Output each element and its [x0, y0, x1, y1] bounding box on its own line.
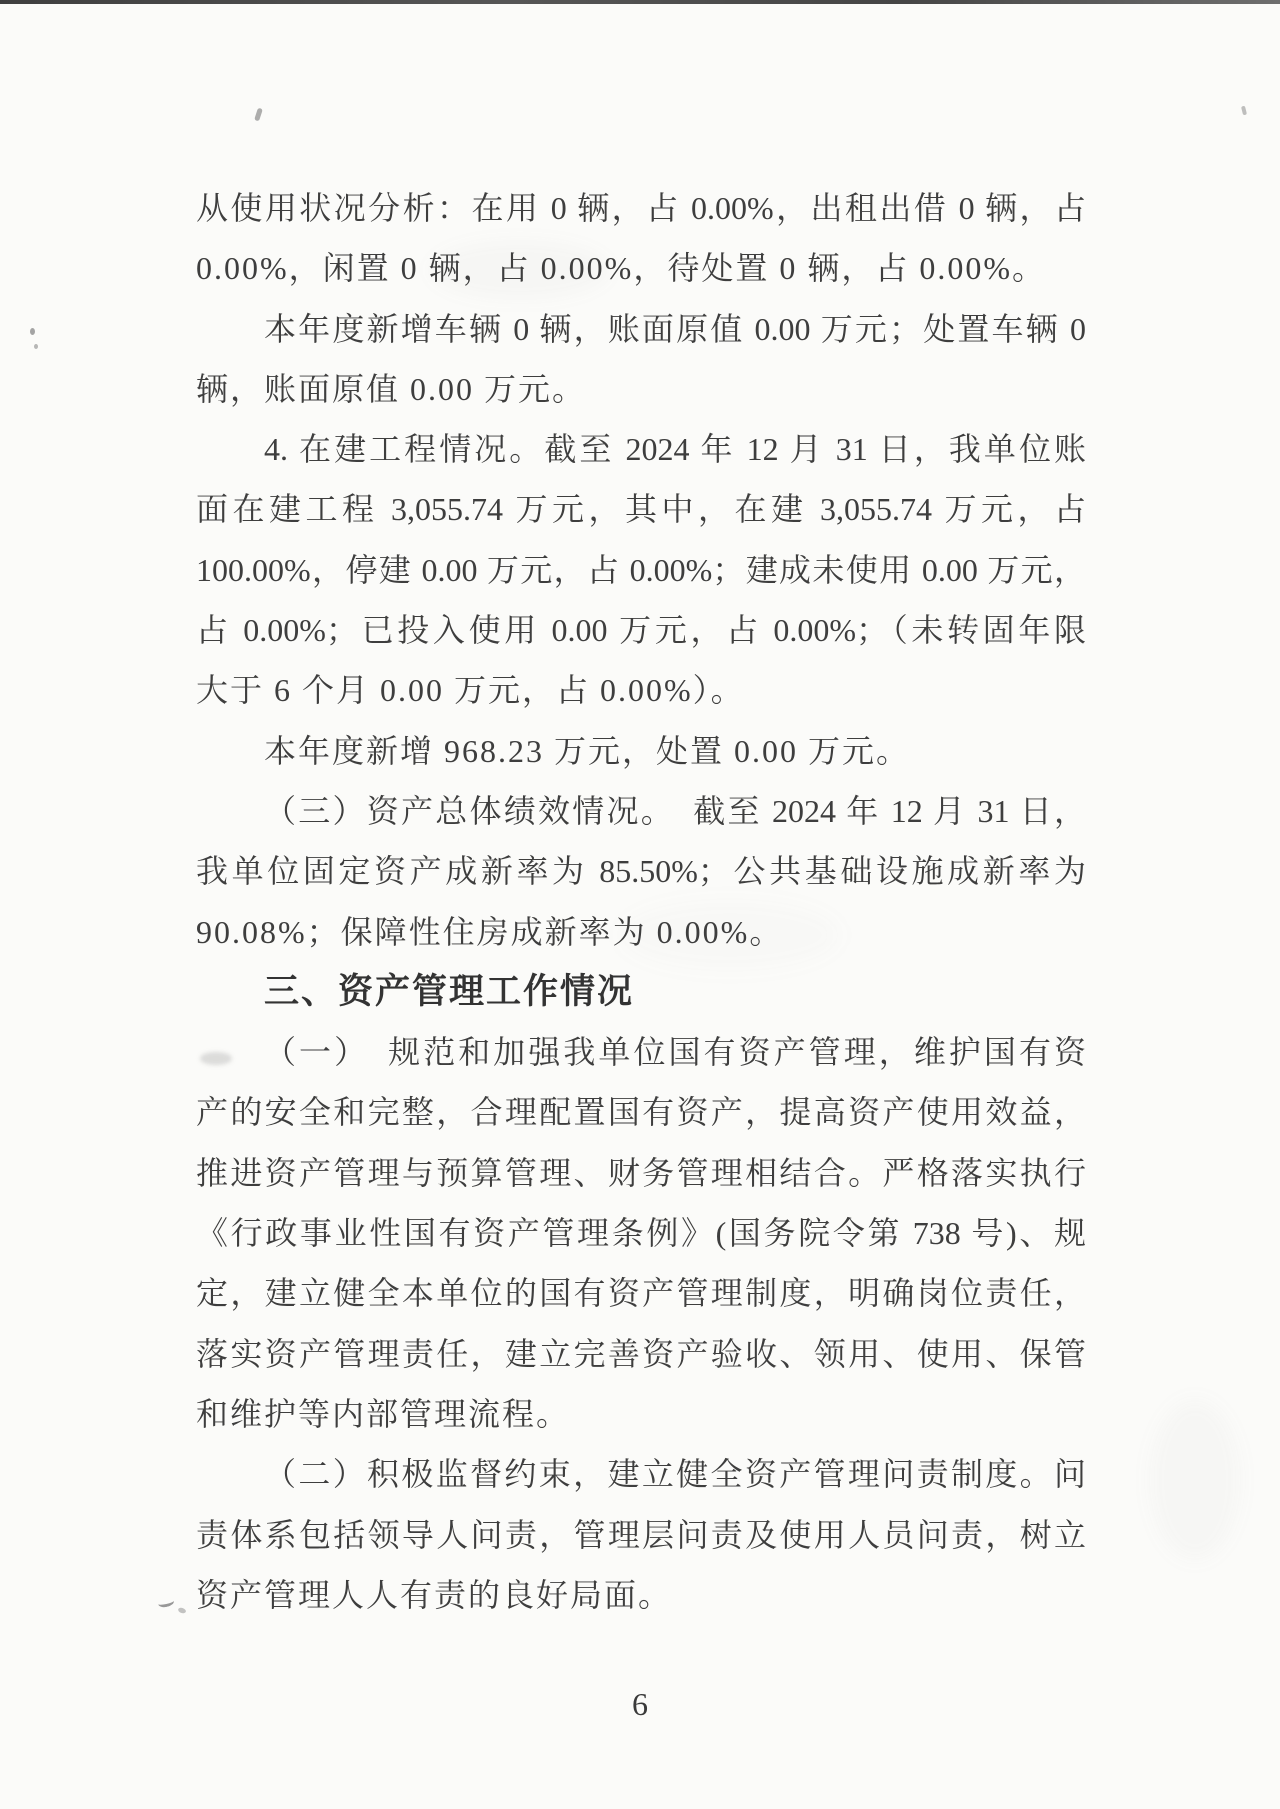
scan-artifact — [157, 1596, 175, 1608]
section-heading: 三、资产管理工作情况 — [264, 971, 635, 1011]
text-line: 推进资产管理与预算管理、财务管理相结合。严格落实执行 — [196, 1154, 1086, 1191]
scan-smudge — [1150, 1400, 1240, 1560]
text-line: 占 0.00%；已投入使用 0.00 万元，占 0.00%；（未转固年限 — [196, 612, 1086, 649]
text-line: 0.00%，闲置 0 辆，占 0.00%，待处置 0 辆，占 0.00%。 — [196, 250, 1046, 287]
text-line: 4. 在建工程情况。截至 2024 年 12 月 31 日，我单位账 — [264, 431, 1086, 468]
text-line: 落实资产管理责任，建立完善资产验收、领用、使用、保管 — [196, 1335, 1086, 1372]
text-line: 本年度新增 968.23 万元，处置 0.00 万元。 — [264, 732, 911, 769]
text-line: 90.08%；保障性住房成新率为 0.00%。 — [196, 913, 784, 950]
text-line: 本年度新增车辆 0 辆，账面原值 0.00 万元；处置车辆 0 — [264, 310, 1086, 347]
text-line: 《行政事业性国有资产管理条例》(国务院令第 738 号)、规 — [196, 1215, 1086, 1252]
document-body — [196, 178, 1086, 1625]
text-line: 定，建立健全本单位的国有资产管理制度，明确岗位责任， — [196, 1275, 1086, 1312]
text-line: 从使用状况分析：在用 0 辆，占 0.00%，出租出借 0 辆，占 — [196, 190, 1086, 226]
text-line: 100.00%，停建 0.00 万元，占 0.00%；建成未使用 0.00 万元， — [196, 551, 1086, 588]
text-line: （二）积极监督约束，建立健全资产管理问责制度。问 — [264, 1456, 1086, 1493]
scan-artifact — [1241, 106, 1247, 116]
text-line: 面在建工程 3,055.74 万元，其中，在建 3,055.74 万元，占 — [196, 491, 1086, 528]
text-line: 责体系包括领导人问责，管理层问责及使用人员问责，树立 — [196, 1516, 1086, 1553]
text-line: 大于 6 个月 0.00 万元，占 0.00%）。 — [196, 672, 745, 709]
text-line: 资产管理人人有责的良好局面。 — [196, 1576, 673, 1613]
text-line: 辆，账面原值 0.00 万元。 — [196, 370, 587, 407]
scan-artifact — [254, 108, 263, 122]
scan-edge-top — [0, 0, 1280, 4]
page-number: 6 — [632, 1686, 648, 1722]
text-line: 产的安全和完整，合理配置国有资产，提高资产使用效益， — [196, 1094, 1086, 1131]
text-line: （一） 规范和加强我单位国有资产管理，维护国有资 — [264, 1034, 1086, 1071]
scan-artifact — [34, 344, 38, 349]
text-line: （三）资产总体绩效情况。 截至 2024 年 12 月 31 日， — [264, 792, 1086, 829]
text-line: 我单位固定资产成新率为 85.50%；公共基础设施成新率为 — [196, 853, 1086, 890]
text-line: 和维护等内部管理流程。 — [196, 1395, 571, 1432]
scan-artifact — [30, 328, 35, 335]
scan-artifact — [177, 1607, 186, 1614]
